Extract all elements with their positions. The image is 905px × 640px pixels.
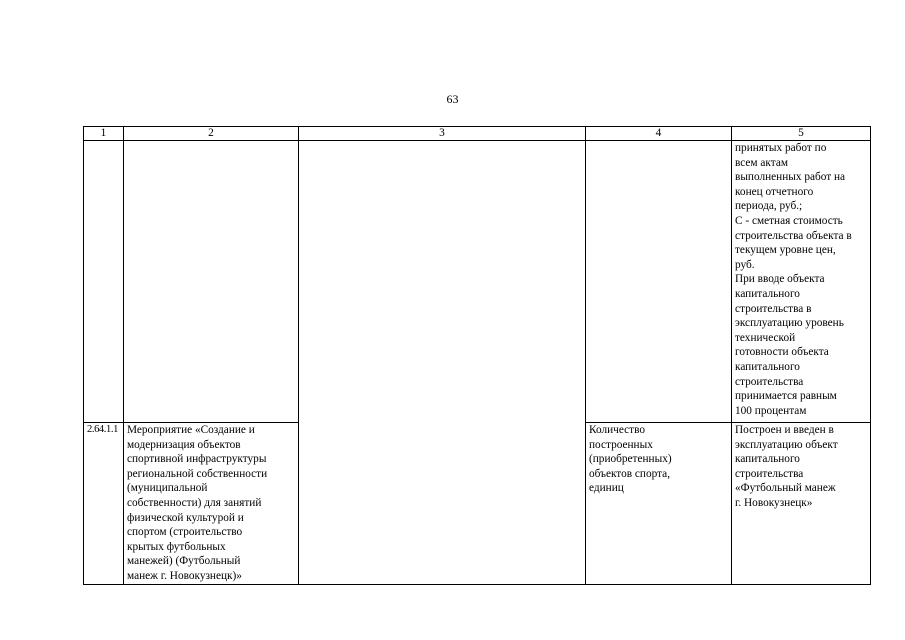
text-lines	[589, 423, 728, 496]
text-line: (приобретенных)	[589, 453, 672, 466]
text-line: объектов спорта,	[589, 467, 671, 480]
table-row-continuation	[84, 141, 871, 423]
text-line: конец отчетного	[735, 185, 814, 198]
text-line: эксплуатацию уровень	[735, 317, 844, 330]
cell-empty	[124, 141, 299, 423]
text-line: принятых работ по	[735, 142, 827, 154]
column-header-3: 3	[299, 127, 586, 141]
text-line: Количество	[589, 424, 645, 436]
cell-activity-name	[124, 423, 299, 585]
text-line: спортивной инфраструктуры	[127, 453, 267, 466]
text-line: собственности) для занятий	[127, 496, 262, 509]
cell-empty	[299, 141, 586, 423]
text-line: модернизация объектов	[127, 438, 241, 451]
text-line: Мероприятие «Создание и	[127, 424, 255, 436]
text-line: капитального	[735, 360, 800, 373]
text-lines	[735, 141, 867, 418]
text-line: выполненных работ на	[735, 171, 846, 184]
text-line: строительства в	[735, 302, 812, 315]
table-row	[84, 423, 871, 585]
column-header-1: 1	[84, 127, 124, 141]
text-line: С - сметная стоимость	[735, 214, 843, 227]
text-line: строительства	[735, 467, 804, 480]
column-header-2: 2	[124, 127, 299, 141]
text-line: При вводе объекта	[735, 273, 825, 286]
page-number: 63	[446, 92, 459, 106]
indicators-table	[83, 126, 871, 585]
text-line: текущем уровне цен,	[735, 244, 836, 257]
text-line: эксплуатацию объект	[735, 438, 838, 451]
text-line: манежей) (Футбольный	[127, 555, 241, 568]
text-lines	[735, 423, 867, 511]
text-line: г. Новокузнецк»	[735, 496, 813, 509]
cell-calculation-method	[732, 423, 871, 585]
text-line: строительства объекта в	[735, 229, 852, 242]
cell-item-number: 2.64.1.1	[84, 423, 124, 585]
text-line: региональной собственности	[127, 467, 268, 480]
cell-empty	[84, 141, 124, 423]
text-line: капитального	[735, 453, 800, 466]
text-line: «Футбольный манеж	[735, 482, 836, 495]
text-line: периода, руб.;	[735, 200, 803, 213]
cell-empty	[586, 141, 732, 423]
text-line: манеж г. Новокузнецк)»	[127, 569, 242, 582]
text-line: капитального	[735, 287, 800, 300]
text-line: единиц	[589, 482, 624, 495]
text-line: спортом (строительство	[127, 526, 243, 539]
text-line: технической	[735, 331, 796, 344]
text-line: физической культурой и	[127, 511, 244, 524]
text-line: Построен и введен в	[735, 424, 834, 436]
cell-indicator-name	[586, 423, 732, 585]
text-line: (муниципальной	[127, 482, 208, 495]
text-lines	[127, 423, 295, 584]
table-header-row	[84, 127, 871, 141]
text-line: готовности объекта	[735, 346, 829, 359]
column-header-5: 5	[732, 127, 871, 141]
text-line: всем актам	[735, 156, 788, 169]
cell-empty	[299, 423, 586, 585]
text-line: принимается равным	[735, 390, 837, 403]
text-line: крытых футбольных	[127, 540, 226, 553]
text-line: 100 процентам	[735, 404, 807, 417]
column-header-4: 4	[586, 127, 732, 141]
text-line: строительства	[735, 375, 804, 388]
text-line: руб.	[735, 258, 755, 271]
text-line: построенных	[589, 438, 653, 451]
cell-calculation-method-continued	[732, 141, 871, 423]
